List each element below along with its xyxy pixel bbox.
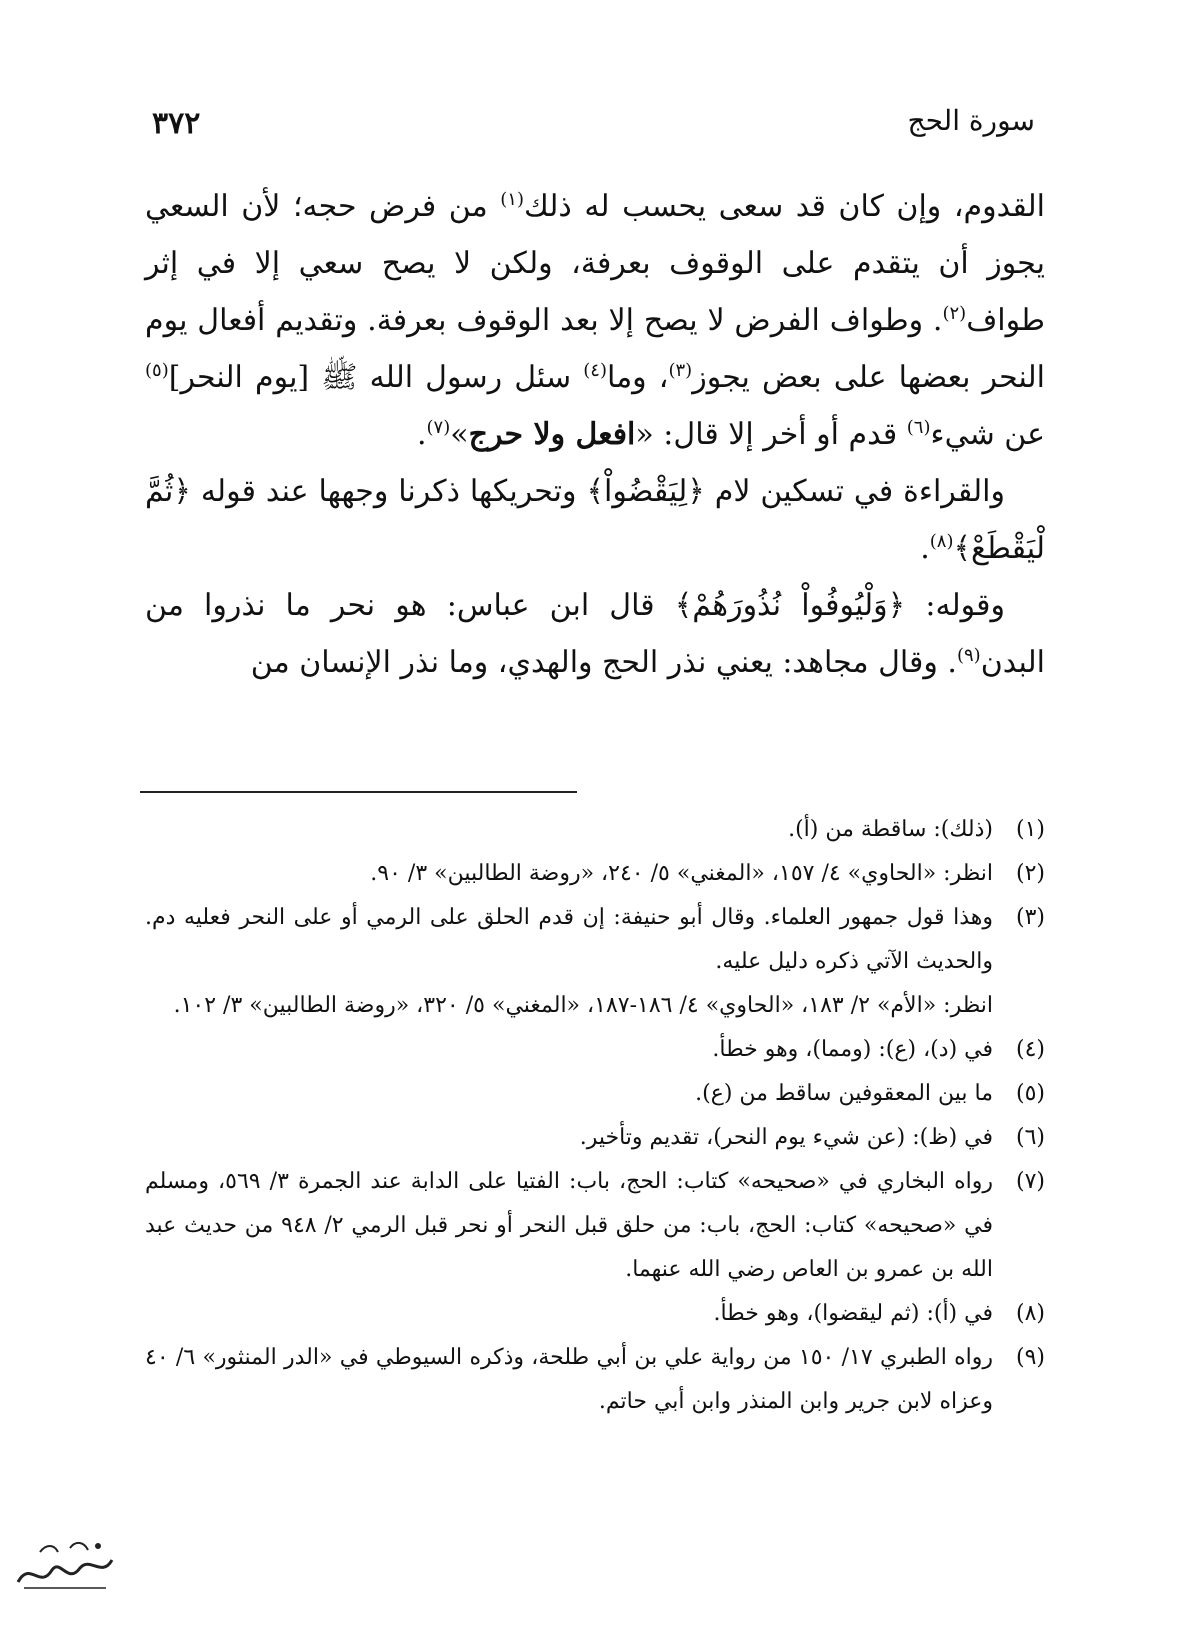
page-header bbox=[140, 96, 1045, 146]
footnote-text: انظر: «الأم» ٢/ ١٨٣، «الحاوي» ٤/ ١٨٦-١٨٧، «المغني» ٥/ ٣٢٠، «روضة الطالبين» ٣/ ١٠٢. bbox=[173, 993, 993, 1018]
footnote bbox=[145, 896, 1045, 1028]
footnote bbox=[145, 1116, 1045, 1160]
footnote bbox=[145, 1292, 1045, 1336]
paragraph-3: وقوله: ﴿وَلْيُوفُواْ نُذُورَهُمْ﴾ قال ابن عباس: هو نحر ما نذروا من البدن$^{(٩)}$. وقال مجاهد: يعني نذر الحج والهدي، وما نذر الإنسان من bbox=[145, 588, 1045, 680]
footnote-ref[interactable]: (٩) bbox=[956, 645, 981, 666]
footnote-ref[interactable]: (٥) bbox=[145, 360, 169, 381]
footnote-divider bbox=[140, 791, 577, 793]
footnote-number: (٧) bbox=[1015, 1169, 1045, 1194]
quran-quote: ﴿ثُمَّ لْيَقْطَعْ﴾ bbox=[145, 474, 1045, 566]
footnote-number: (٦) bbox=[1015, 1125, 1045, 1150]
footnote-ref[interactable]: (٨) bbox=[929, 531, 954, 552]
footnote-ref[interactable]: (٤) bbox=[583, 360, 607, 381]
paragraph-1: القدوم، وإن كان قد سعى يحسب له ذلك$^{(١)}$ من فرض حجه؛ لأن السعي يجوز أن يتقدم على الوقوف بعرفة، ولكن لا يصح سعي إلا في إثر طواف$^{(٢)}$. وطواف الفرض لا يصح إلا بعد الوقوف بعرفة. وتقديم أفعال يوم النحر بعضها على بعض يجوز$^{(٣)}$، وما$^{(٤)}$ سئل رسول الله ﷺ [يوم النحر]$^{(٥)}$ عن شيء$^{(٦)}$ قدم أو أخر إلا قال: «افعل ولا حرج»$^{(٧)}$. bbox=[145, 189, 1046, 452]
footnote-text: انظر: «الحاوي» ٤/ ١٥٧، «المغني» ٥/ ٢٤٠، «روضة الطالبين» ٣/ ٩٠. bbox=[370, 861, 993, 886]
footnote-number: (٥) bbox=[1015, 1081, 1045, 1106]
footnote-text: وهذا قول جمهور العلماء. وقال أبو حنيفة: إن قدم الحلق على الرمي أو على النحر فعليه دم. والحديث الآتي ذكره دليل عليه. bbox=[145, 905, 993, 974]
footnote-text: في (د)، (ع): (ومما)، وهو خطأ. bbox=[712, 1037, 993, 1062]
footnote bbox=[145, 1336, 1045, 1424]
page-number: ٣٧٢ bbox=[152, 106, 201, 141]
footnote-text: في (أ): (ثم ليقضوا)، وهو خطأ. bbox=[713, 1301, 993, 1326]
footnote-ref[interactable]: (٣) bbox=[668, 360, 693, 381]
footnote-number: (٩) bbox=[1015, 1345, 1045, 1370]
quran-quote: ﴿وَلْيُوفُواْ نُذُورَهُمْ﴾ bbox=[674, 588, 906, 623]
paragraph-2: والقراءة في تسكين لام ﴿لِيَقْضُواْ﴾ وتحريكها ذكرنا وجهها عند قوله ﴿ثُمَّ لْيَقْطَعْ﴾$^{(٨)}$. bbox=[145, 474, 1045, 566]
footnote-number: (٣) bbox=[1015, 905, 1045, 930]
footnote bbox=[145, 1028, 1045, 1072]
footnote-text: رواه الطبري ١٧/ ١٥٠ من رواية علي بن أبي طلحة، وذكره السيوطي في «الدر المنثور» ٦/ ٤٠ وعزاه لابن جرير وابن المنذر وابن أبي حاتم. bbox=[145, 1345, 994, 1414]
footnote-text: (ذلك): ساقطة من (أ). bbox=[788, 817, 993, 842]
footnote bbox=[145, 808, 1045, 852]
footnote bbox=[145, 1072, 1045, 1116]
publisher-logo bbox=[10, 1530, 120, 1600]
main-text bbox=[145, 178, 1045, 691]
footnote-number: (١) bbox=[1015, 817, 1045, 842]
running-title: سورة الحج bbox=[907, 104, 1035, 137]
footnote bbox=[145, 852, 1045, 896]
footnote-ref[interactable]: (٧) bbox=[426, 417, 451, 438]
hadith-quote: افعل ولا حرج bbox=[468, 417, 636, 452]
footnote-text: ما بين المعقوفين ساقط من (ع). bbox=[695, 1081, 993, 1106]
footnote-number: (٨) bbox=[1015, 1301, 1045, 1326]
footnote-ref[interactable]: (١) bbox=[500, 189, 524, 210]
footnote-number: (٤) bbox=[1015, 1037, 1045, 1062]
footnote-number: (٢) bbox=[1015, 861, 1045, 886]
footnote-text: في (ظ): (عن شيء يوم النحر)، تقديم وتأخير. bbox=[579, 1125, 993, 1150]
footnotes bbox=[145, 808, 1045, 1424]
footnote-text: رواه البخاري في «صحيحه» كتاب: الحج، باب: الفتيا على الدابة عند الجمرة ٣/ ٥٦٩، ومسلم في «صحيحه» كتاب: الحج، باب: من حلق قبل النحر أو نحر قبل الرمي ٢/ ٩٤٨ من حديث عبد الله بن عمرو بن العاص رضي الله عنهما. bbox=[145, 1169, 993, 1282]
footnote bbox=[145, 1160, 1045, 1292]
footnote-ref[interactable]: (٦) bbox=[906, 417, 931, 438]
footnote-ref[interactable]: (٢) bbox=[942, 303, 967, 324]
quran-quote: ﴿لِيَقْضُواْ﴾ bbox=[586, 474, 705, 509]
